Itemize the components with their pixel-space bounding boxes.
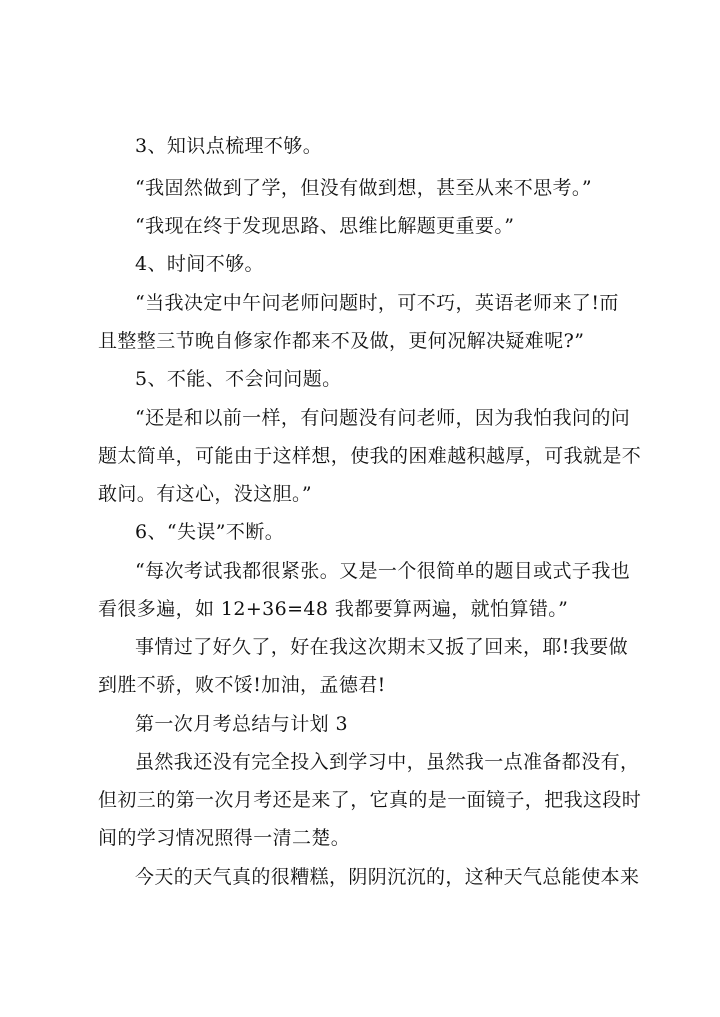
quote-line: “每次考试我都很紧张。又是一个很简单的题目或式子我也 [135, 560, 631, 582]
paragraph-line: 但初三的第一次月考还是来了，它真的是一面镜子，把我这段时 [98, 789, 642, 811]
paragraph-line: 事情过了好久了，好在我这次期末又扳了回来，耶!我要做 [135, 636, 629, 658]
paragraph-line: 敢问。有这心，没这胆。” [98, 483, 313, 505]
paragraph-line: 间的学习情况照得一清二楚。 [98, 827, 351, 849]
paragraph-line: 到胜不骄，败不馁!加油，孟德君! [98, 674, 386, 696]
quote-line: “我现在终于发现思路、思维比解题更重要。” [135, 215, 515, 237]
paragraph-line: 虽然我还没有完全投入到学习中，虽然我一点准备都没有， [135, 751, 640, 773]
quote-line: “我固然做到了学，但没有做到想，甚至从来不思考。” [135, 177, 592, 199]
section-title: 第一次月考总结与计划 3 [135, 713, 348, 735]
heading-item-4: 4、时间不够。 [135, 253, 264, 275]
quote-line: “还是和以前一样，有问题没有问老师，因为我怕我问的问 [135, 407, 631, 429]
heading-item-6: 6、“失误”不断。 [135, 521, 285, 543]
heading-item-5: 5、不能、不会问问题。 [135, 368, 342, 390]
paragraph-line: 看很多遍，如 12+36=48 我都要算两遍，就怕算错。” [98, 598, 569, 620]
paragraph-line: 且整整三节晚自修家作都来不及做，更何况解决疑难呢?” [98, 330, 585, 352]
heading-item-3: 3、知识点梳理不够。 [135, 135, 323, 157]
paragraph-line: 今天的天气真的很糟糕，阴阴沉沉的，这种天气总能使本来 [135, 866, 640, 888]
paragraph-line: 题太简单，可能由于这样想，使我的困难越积越厚，可我就是不 [98, 445, 642, 467]
quote-line: “当我决定中午问老师问题时，可不巧，英语老师来了!而 [135, 292, 619, 314]
